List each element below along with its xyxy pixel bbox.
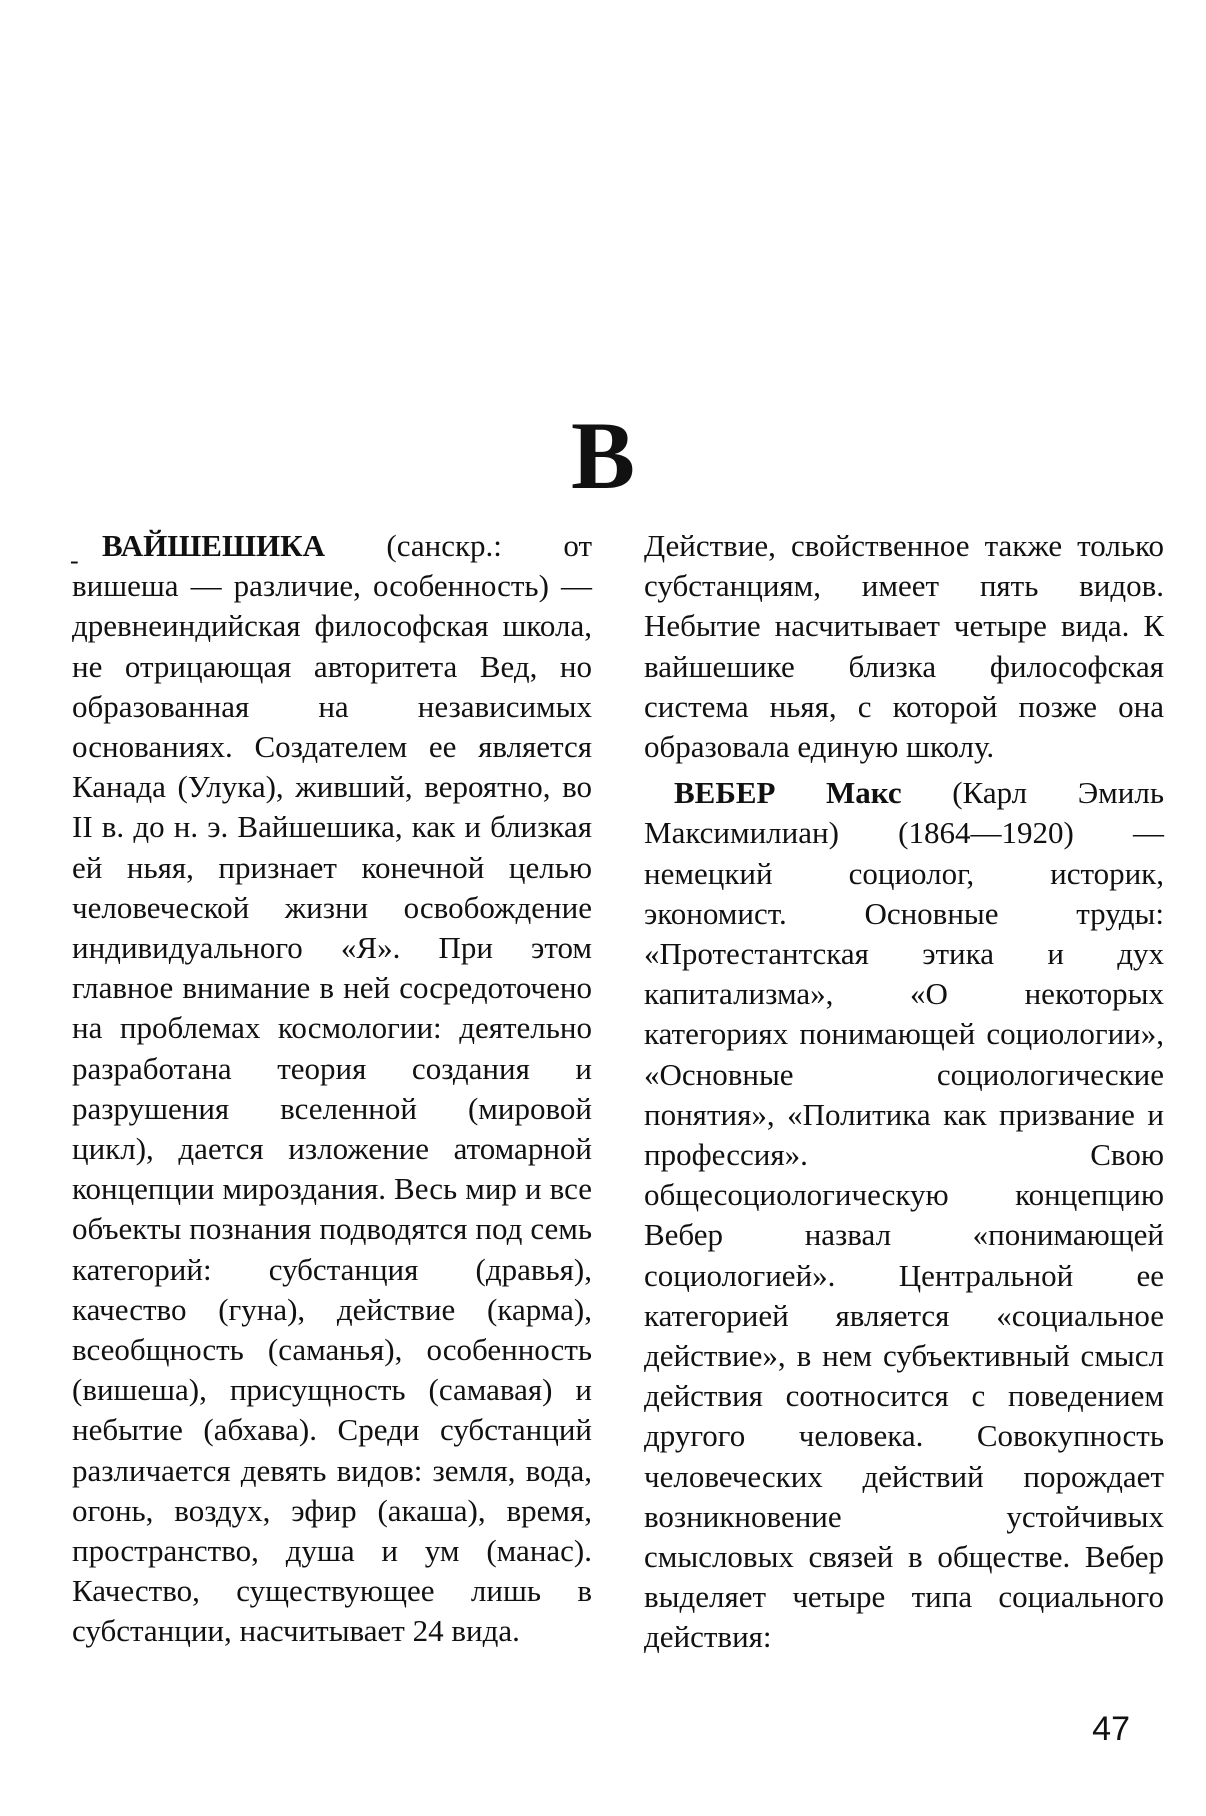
entry-vaisheshika — [72, 526, 592, 1652]
right-column — [644, 526, 1164, 1658]
entry-weber — [644, 773, 1164, 1657]
entry-vaisheshika-text: (санскр.: от вишеша — различие, особенность) — древнеиндийская философская школа, не отрицающая авторитета Вед, но образованная на независимых основаниях. Создателем ее является Канада (Улука), живший, вероятно, во II в. до н. э. Вайшешика, как и близкая ей ньяя, признает конечной целью человеческой жизни освобождение индивидуального «Я». При этом главное внимание в ней сосредоточено на проблемах космологии: деятельно разработана теория создания и разрушения вселенной (мировой цикл), дается изложение атомарной концепции мироздания. Весь мир и все объекты познания подводятся под семь категорий: субстанция (дравья), качество (гуна), действие (карма), всеобщность (саманья), особенность (вишеша), присущность (самавая) и небытие (абхава). Среди субстанций различается девять видов: земля, вода, огонь, воздух, эфир (акаша), время, пространство, душа и ум (манас). Качество, существующее лишь в субстанции, насчитывает 24 вида. — [72, 528, 592, 1649]
page-number: 47 — [1092, 1710, 1130, 1748]
entry-vaisheshika-continuation: Действие, свойственное также только субстанциям, имеет пять видов. Небытие насчитывает четыре вида. К вайшешике близка философская система ньяя, с которой позже она образовала единую школу. — [644, 528, 1164, 765]
headword-vaisheshika: ВАЙШЕШИКА — [102, 528, 325, 563]
margin-mark: - — [70, 546, 79, 575]
headword-weber: ВЕБЕР Макс — [674, 775, 902, 811]
section-letter: В — [570, 402, 636, 509]
entry-weber-text: (Карл Эмиль Максимилиан) (1864—1920) — немецкий социолог, историк, экономист. Основные труды: «Протестантская этика и дух капитализма», «О некоторых категориях понимающей социологии», «Основные социологические понятия», «Политика как призвание и профессия». Свою общесоциологическую концепцию Вебер назвал «понимающей социологией». Центральной ее категорией является «социальное действие», в нем субъективный смысл действия соотносится с поведением другого человека. Совокупность человеческих действий порождает возникновение устойчивых смысловых связей в обществе. Вебер выделяет четыре типа социального действия: — [644, 775, 1164, 1655]
left-column — [72, 526, 592, 1652]
